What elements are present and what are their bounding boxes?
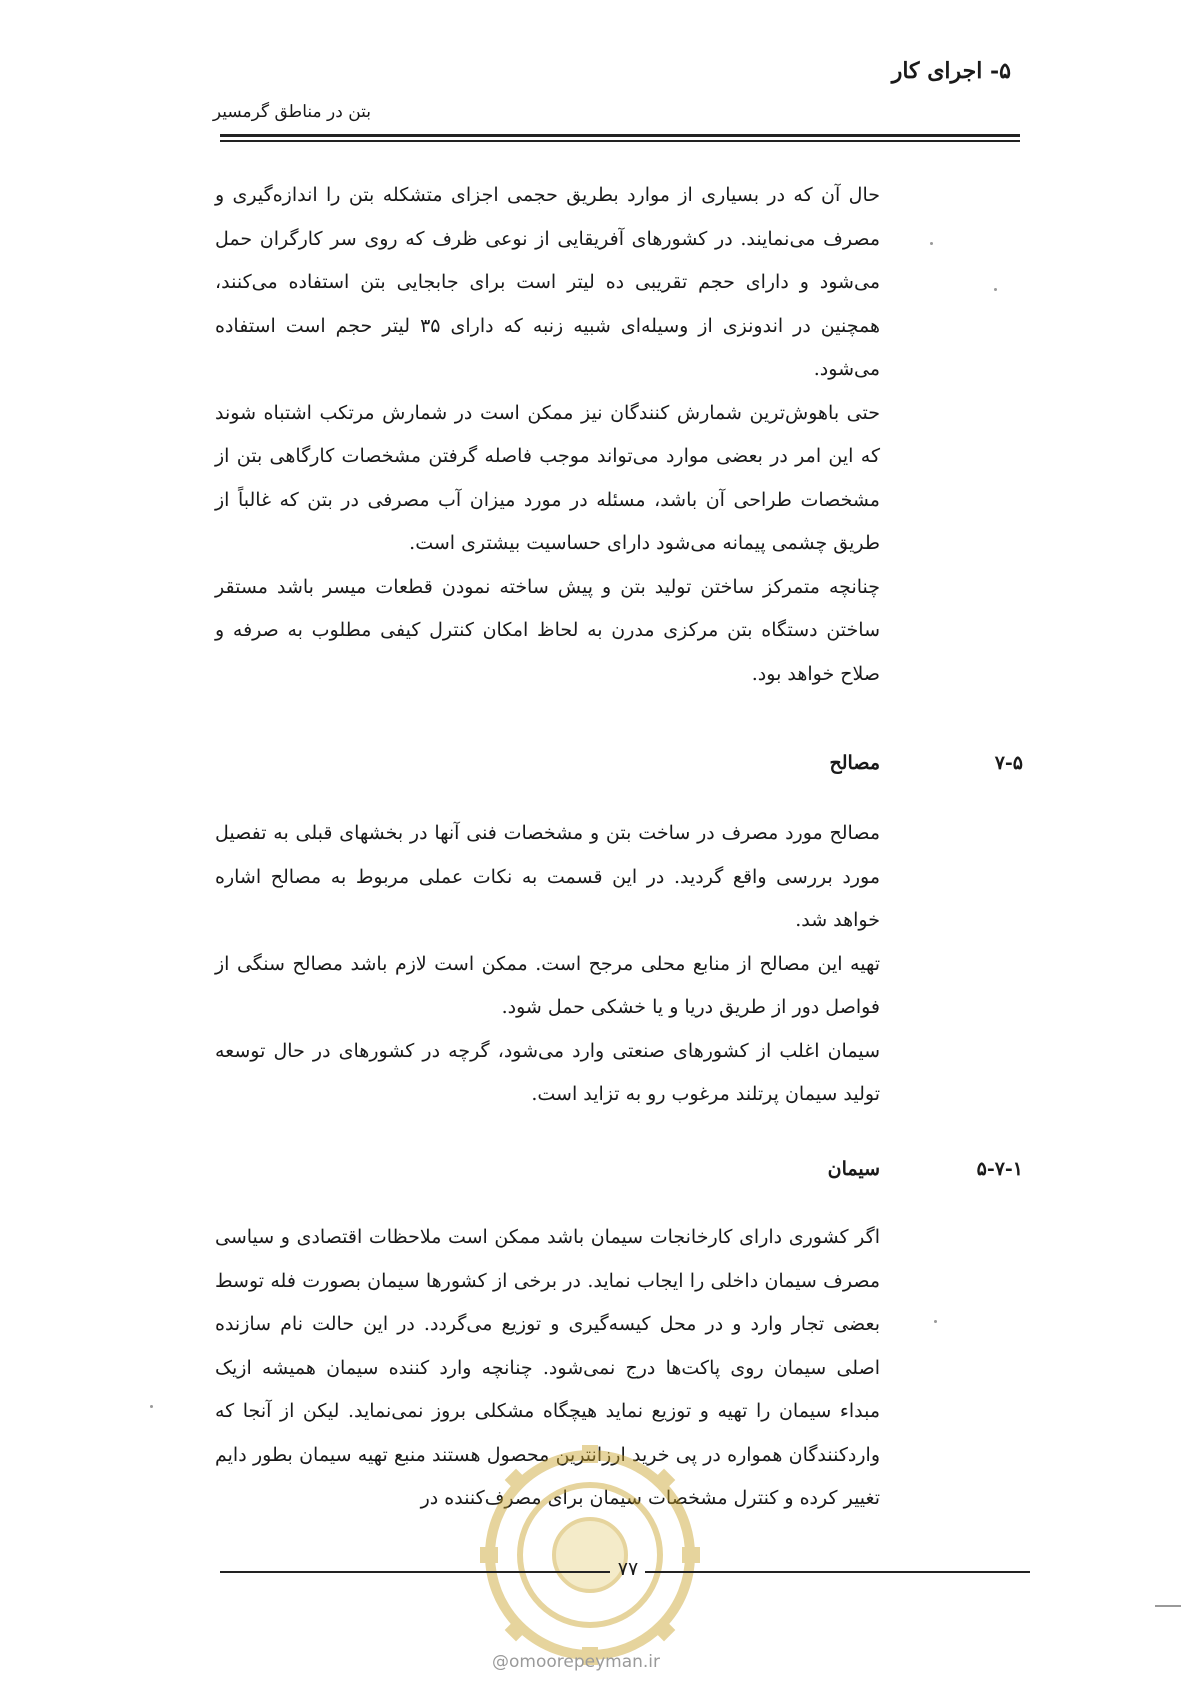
- text-block-materials: [215, 812, 880, 1117]
- margin-mark: [1155, 1605, 1181, 1607]
- chapter-title: ۵- اجرای کار: [891, 58, 1011, 84]
- page-number: ۷۷: [617, 1558, 639, 1580]
- subsection-title: سیمان: [827, 1158, 880, 1180]
- header-rule-thin: [220, 140, 1020, 142]
- watermark-seal: [470, 1440, 710, 1670]
- site-watermark-url: @omoorepeyman.ir: [492, 1652, 661, 1672]
- footer-rule: [220, 1571, 610, 1573]
- section-number: ۷-۵: [994, 752, 1023, 774]
- paragraph: سیمان اغلب از کشورهای صنعتی وارد می‌شود، گرچه در کشورهای در حال توسعه تولید سیمان پرتلند مرغوب رو به تزاید است.: [215, 1039, 880, 1105]
- section-title: مصالح: [829, 752, 880, 774]
- book-title: بتن در مناطق گرمسیر: [212, 102, 371, 122]
- paragraph: تهیه این مصالح از منابع محلی مرجح است. ممکن است لازم باشد مصالح سنگی از فواصل دور از طریق دریا و یا خشکی حمل شود.: [215, 952, 880, 1018]
- margin-speck: [930, 242, 933, 245]
- subsection-number: ۵-۷-۱: [976, 1158, 1023, 1180]
- paragraph: چنانچه متمرکز ساختن تولید بتن و پیش ساخته نمودن قطعات میسر باشد مستقر ساختن دستگاه بتن مرکزی مدرن به لحاظ امکان کنترل کیفی مطلوب به صرفه و صلاح خواهد بود.: [215, 575, 880, 685]
- margin-speck: [150, 1405, 153, 1408]
- paragraph: مصالح مورد مصرف در ساخت بتن و مشخصات فنی آنها در بخشهای قبلی به تفصیل مورد بررسی واقع گردید. در این قسمت به نکات عملی مربوط به مصالح اشاره خواهد شد.: [215, 822, 880, 931]
- text-block-intro: [215, 174, 880, 696]
- paragraph: اگر کشوری دارای کارخانجات سیمان باشد ممکن است ملاحظات اقتصادی و سیاسی مصرف سیمان داخلی را ایجاب نماید. در برخی از کشورها سیمان بصورت فله توسط بعضی تجار وارد و در محل کیسه‌گیری و توزیع می‌گردد. در این حالت نام سازنده اصلی سیمان روی پاکت‌ها درج نمی‌شود. چنانچه وارد کننده سیمان همیشه ازیک مبداء سیمان را تهیه و توزیع نماید هیچگاه مشکلی بروز نمی‌نماید. لیکن از آنجا که واردکنندگان همواره در پی خرید ارزانترین محصول هستند منبع تهیه سیمان بطور دایم تغییر کرده و کنترل مشخصات سیمان برای مصرف‌کننده در: [215, 1226, 880, 1509]
- margin-speck: [994, 288, 997, 291]
- margin-speck: [934, 1320, 937, 1323]
- footer-rule: [645, 1571, 1030, 1573]
- header-rule-thick: [220, 134, 1020, 137]
- paragraph: حال آن که در بسیاری از موارد بطریق حجمی اجزای متشکله بتن را اندازه‌گیری و مصرف می‌نمایند. در کشورهای آفریقایی از نوعی ظرف که روی سر کارگران حمل می‌شود و دارای حجم تقریبی ده لیتر است برای جابجایی بتن استفاده می‌کنند، همچنین در اندونزی از وسیله‌ای شبیه زنبه که دارای ۳۵ لیتر حجم است استفاده می‌شود.: [215, 184, 881, 380]
- paragraph: حتی باهوش‌ترین شمارش کنندگان نیز ممکن است در شمارش مرتکب اشتباه شوند که این امر در بعضی موارد می‌تواند موجب فاصله گرفتن مشخصات کارگاهی بتن از مشخصات طراحی آن باشد، مسئله در مورد میزان آب مصرفی در بتن که غالباً از طریق چشمی پیمانه می‌شود دارای حساسیت بیشتری است.: [215, 401, 880, 554]
